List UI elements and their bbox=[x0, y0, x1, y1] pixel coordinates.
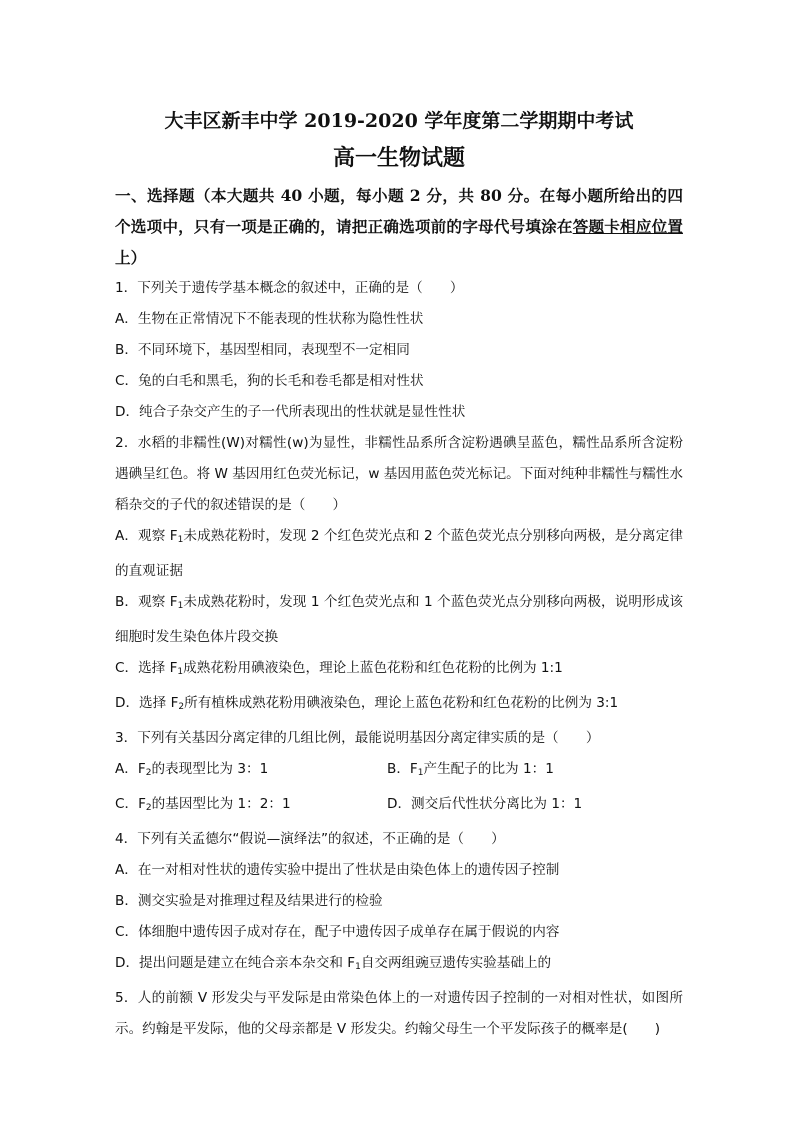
q4-d-pre: D．提出问题是建立在纯合亲本杂交和 F bbox=[115, 955, 356, 971]
q2-c-pre: C．选择 F bbox=[115, 660, 178, 676]
q3-a-pre: A．F bbox=[115, 761, 146, 777]
q2-b-pre: B．观察 F bbox=[115, 594, 178, 610]
q2-b-sub: 1 bbox=[177, 601, 184, 611]
exam-title: 大丰区新丰中学 2019-2020 学年度第二学期期中考试 bbox=[164, 110, 634, 132]
q2-a-post: 未成熟花粉时，发现 2 个红色荧光点和 2 个蓝色荧光点分别移向两极，是分离定律的直观证据 bbox=[115, 528, 683, 579]
q3-option-c bbox=[115, 789, 387, 824]
exam-page bbox=[115, 100, 683, 1045]
q4-option-c: C．体细胞中遗传因子成对存在，配子中遗传因子成单存在属于假说的内容 bbox=[115, 924, 560, 940]
q2-a-pre: A．观察 F bbox=[115, 528, 178, 544]
q1-option-a: A．生物在正常情况下不能表现的性状称为隐性性状 bbox=[115, 311, 424, 327]
q5-stem: 5．人的前额 V 形发尖与平发际是由常染色体上的一对遗传因子控制的一对相对性状，如图所示。约翰是平发际，他的父母亲都是 V 形发尖。约翰父母生一个平发际孩子的概率是( ) bbox=[115, 990, 683, 1037]
q3-a-post: 的表现型比为 3：1 bbox=[151, 761, 269, 777]
q3-c-pre: C．F bbox=[115, 796, 146, 812]
q4-d-sub: 1 bbox=[355, 962, 361, 972]
q2-option-a bbox=[115, 521, 683, 587]
q3-b-post: 产生配子的比为 1：1 bbox=[423, 761, 554, 777]
q2-stem: 2．水稻的非糯性(W)对糯性(w)为显性，非糯性品系所含淀粉遇碘呈蓝色，糯性品系所含淀粉遇碘呈红色。将 W 基因用红色荧光标记，w 基因用蓝色荧光标记。下面对纯种非糯性与糯性水稻杂交的子代的叙述错误的是（ ） bbox=[115, 435, 683, 513]
q2-d-sub: 2 bbox=[178, 702, 185, 712]
q4-stem: 4．下列有关孟德尔“假说—演绎法”的叙述，不正确的是（ ） bbox=[115, 831, 505, 847]
q3-b-sub: 1 bbox=[417, 768, 424, 778]
section-text-b: 上） bbox=[115, 248, 147, 267]
q4-d-post: 自交两组豌豆遗传实验基础上的 bbox=[360, 955, 552, 971]
q2-d-post: 所有植株成熟花粉用碘液染色，理论上蓝色花粉和红色花粉的比例为 3:1 bbox=[184, 695, 619, 711]
section-text-underlined: 答题卡相应位置 bbox=[572, 217, 683, 236]
q3-stem: 3．下列有关基因分离定律的几组比例，最能说明基因分离定律实质的是（ ） bbox=[115, 730, 600, 746]
q2-option-b bbox=[115, 587, 683, 653]
q4-option-b: B．测交实验是对推理过程及结果进行的检验 bbox=[115, 893, 383, 909]
q3-options-row-1 bbox=[115, 754, 683, 789]
section-instructions bbox=[115, 180, 683, 273]
q1-option-c: C．兔的白毛和黑毛，狗的长毛和卷毛都是相对性状 bbox=[115, 373, 424, 389]
exam-subtitle: 高一生物试题 bbox=[332, 145, 465, 171]
q2-b-post: 未成熟花粉时，发现 1 个红色荧光点和 1 个蓝色荧光点分别移向两极，说明形成该细胞时发生染色体片段交换 bbox=[115, 594, 683, 645]
q3-option-d: D．测交后代性状分离比为 1：1 bbox=[387, 796, 583, 812]
q2-option-d bbox=[115, 688, 683, 723]
q1-option-b: B．不同环境下，基因型相同，表现型不一定相同 bbox=[115, 342, 410, 358]
q3-c-post: 的基因型比为 1：2：1 bbox=[151, 796, 291, 812]
q3-option-a bbox=[115, 754, 387, 789]
q3-c-sub: 2 bbox=[145, 803, 152, 813]
q3-a-sub: 2 bbox=[145, 768, 152, 778]
q3-b-pre: B．F bbox=[387, 761, 418, 777]
q1-option-d: D．纯合子杂交产生的子一代所表现出的性状就是显性性状 bbox=[115, 404, 466, 420]
q2-c-post: 成熟花粉用碘液染色，理论上蓝色花粉和红色花粉的比例为 1:1 bbox=[183, 660, 563, 676]
q1-stem: 1．下列关于遗传学基本概念的叙述中，正确的是（ ） bbox=[115, 280, 464, 296]
q4-option-a: A．在一对相对性状的遗传实验中提出了性状是由染色体上的遗传因子控制 bbox=[115, 862, 560, 878]
q2-d-pre: D．选择 F bbox=[115, 695, 179, 711]
q3-options-row-2 bbox=[115, 789, 683, 824]
q2-a-sub: 1 bbox=[177, 535, 184, 545]
q2-option-c bbox=[115, 653, 683, 688]
q4-option-d bbox=[115, 948, 683, 983]
section-text-a: 一、选择题（本大题共 40 小题，每小题 2 分，共 80 分。在每小题所给出的四个选项中，只有一项是正确的，请把正确选项前的字母代号填涂在 bbox=[115, 186, 683, 236]
q3-option-b bbox=[387, 754, 659, 789]
q2-c-sub: 1 bbox=[177, 667, 184, 677]
